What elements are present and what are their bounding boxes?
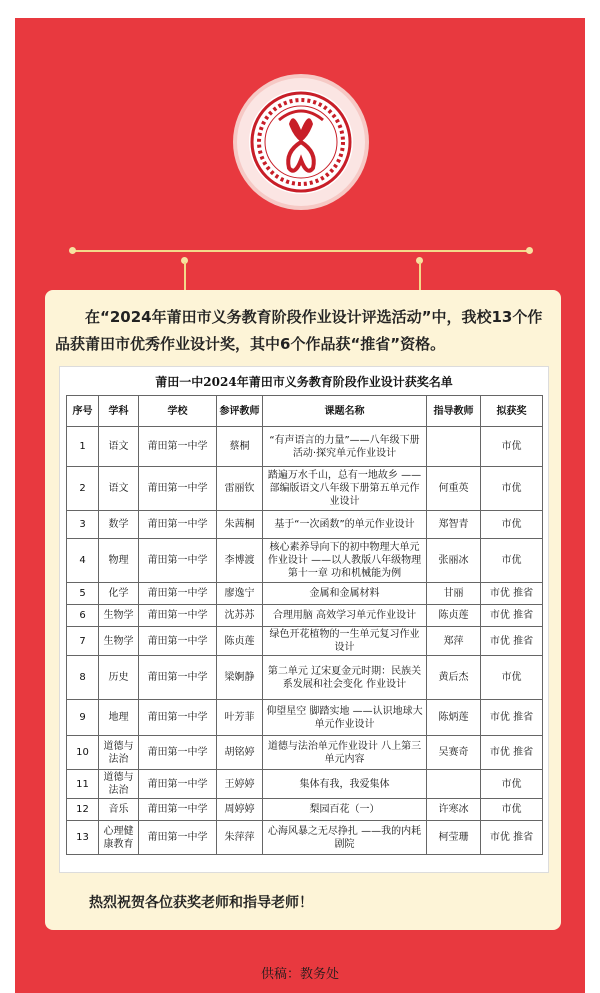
table-row xyxy=(67,427,543,467)
table-cell: 莆田第一中学 xyxy=(139,736,217,770)
table-cell: 绿色开花植物的一生单元复习作业设计 xyxy=(263,627,427,656)
table-cell: 陈炳莲 xyxy=(427,700,481,736)
table-cell: 市优 xyxy=(481,799,543,821)
table-cell: 11 xyxy=(67,770,99,799)
table-cell: 市优 xyxy=(481,511,543,539)
decorative-dot xyxy=(69,247,76,254)
table-cell: 4 xyxy=(67,539,99,583)
intro-paragraph: 在“2024年莆田市义务教育阶段作业设计评选活动”中，我校13个作品获莆田市优秀作业设计奖，其中6个作品获“推省”资格。 xyxy=(55,308,543,353)
table-cell: 吴赛奇 xyxy=(427,736,481,770)
table-cell: 梨园百花（一） xyxy=(263,799,427,821)
table-cell: “有声语言的力量”——八年级下册活动·探究单元作业设计 xyxy=(263,427,427,467)
table-cell: 王婷婷 xyxy=(217,770,263,799)
table-cell: 12 xyxy=(67,799,99,821)
table-cell: 市优 推省 xyxy=(481,605,543,627)
table-cell: 莆田第一中学 xyxy=(139,539,217,583)
table-cell: 朱茜桐 xyxy=(217,511,263,539)
table-cell: 陈贞莲 xyxy=(427,605,481,627)
table-cell: 市优 推省 xyxy=(481,700,543,736)
table-cell: 道德与法治 xyxy=(99,736,139,770)
table-row xyxy=(67,770,543,799)
table-cell: 语文 xyxy=(99,427,139,467)
congratulations-text: 热烈祝贺各位获奖老师和指导老师！ xyxy=(89,895,313,911)
table-cell: 物理 xyxy=(99,539,139,583)
table-cell: 13 xyxy=(67,821,99,855)
table-cell: 莆田第一中学 xyxy=(139,627,217,656)
table-cell: 3 xyxy=(67,511,99,539)
header-cell: 学科 xyxy=(99,396,139,427)
table-cell: 集体有我，我爱集体 xyxy=(263,770,427,799)
table-cell: 莆田第一中学 xyxy=(139,605,217,627)
table-row xyxy=(67,511,543,539)
table-cell: 蔡桐 xyxy=(217,427,263,467)
content-card xyxy=(45,290,561,930)
table-cell: 金属和金属材料 xyxy=(263,583,427,605)
table-row xyxy=(67,821,543,855)
table-cell: 莆田第一中学 xyxy=(139,700,217,736)
award-table xyxy=(66,395,543,855)
table-cell: 市优 推省 xyxy=(481,583,543,605)
table-cell xyxy=(427,427,481,467)
table-cell: 黄后杰 xyxy=(427,656,481,700)
table-cell: 许寒冰 xyxy=(427,799,481,821)
table-row xyxy=(67,700,543,736)
table-cell: 9 xyxy=(67,700,99,736)
table-cell: 心理健康教育 xyxy=(99,821,139,855)
decorative-line xyxy=(73,250,529,252)
table-cell: 5 xyxy=(67,583,99,605)
table-cell: 道德与法治 xyxy=(99,770,139,799)
table-cell: 10 xyxy=(67,736,99,770)
table-cell: 甘丽 xyxy=(427,583,481,605)
table-row xyxy=(67,799,543,821)
table-cell: 地理 xyxy=(99,700,139,736)
footer-credit: 供稿：教务处 xyxy=(260,967,339,982)
table-row xyxy=(67,605,543,627)
decorative-connector xyxy=(184,262,186,290)
header-cell: 拟获奖 xyxy=(481,396,543,427)
decorative-dot xyxy=(526,247,533,254)
table-row xyxy=(67,627,543,656)
table-cell: 莆田第一中学 xyxy=(139,467,217,511)
table-cell: 生物学 xyxy=(99,627,139,656)
table-cell: 基于“一次函数”的单元作业设计 xyxy=(263,511,427,539)
table-cell: 数学 xyxy=(99,511,139,539)
table-cell: 第二单元 辽宋夏金元时期：民族关系发展和社会变化 作业设计 xyxy=(263,656,427,700)
table-cell: 廖逸宁 xyxy=(217,583,263,605)
table-cell: 市优 推省 xyxy=(481,736,543,770)
table-row xyxy=(67,656,543,700)
table-cell: 2 xyxy=(67,467,99,511)
table-cell: 市优 xyxy=(481,656,543,700)
table-cell: 市优 推省 xyxy=(481,627,543,656)
table-header-row xyxy=(67,396,543,427)
logo-ring xyxy=(237,78,365,206)
table-cell: 1 xyxy=(67,427,99,467)
table-row xyxy=(67,736,543,770)
table-cell: 合理用脑 高效学习单元作业设计 xyxy=(263,605,427,627)
table-cell: 化学 xyxy=(99,583,139,605)
table-cell: 雷丽钦 xyxy=(217,467,263,511)
table-cell: 李博渡 xyxy=(217,539,263,583)
table-cell xyxy=(427,770,481,799)
header-cell: 参评教师 xyxy=(217,396,263,427)
table-cell: 踏遍万水千山，总有一地故乡 ——部编版语文八年级下册第五单元作业设计 xyxy=(263,467,427,511)
table-cell: 道德与法治单元作业设计 八上第三单元内容 xyxy=(263,736,427,770)
header-cell: 课题名称 xyxy=(263,396,427,427)
table-cell: 郑萍 xyxy=(427,627,481,656)
table-cell: 张丽冰 xyxy=(427,539,481,583)
decorative-connector xyxy=(419,262,421,290)
table-cell: 6 xyxy=(67,605,99,627)
table-cell: 沈苏苏 xyxy=(217,605,263,627)
table-cell: 莆田第一中学 xyxy=(139,656,217,700)
table-cell: 市优 xyxy=(481,539,543,583)
table-cell: 周婷婷 xyxy=(217,799,263,821)
table-cell: 核心素养导向下的初中物理大单元作业设计 ——以人教版八年级物理第十一章 功和机械能为例 xyxy=(263,539,427,583)
table-cell: 莆田第一中学 xyxy=(139,511,217,539)
table-cell: 市优 xyxy=(481,467,543,511)
table-cell: 莆田第一中学 xyxy=(139,770,217,799)
award-table-container xyxy=(59,366,549,873)
table-cell: 莆田第一中学 xyxy=(139,427,217,467)
table-cell: 梁婀静 xyxy=(217,656,263,700)
poster-background xyxy=(15,18,585,993)
table-cell: 音乐 xyxy=(99,799,139,821)
school-emblem-icon xyxy=(249,90,353,194)
table-title: 莆田一中2024年莆田市义务教育阶段作业设计获奖名单 xyxy=(155,375,453,389)
header-cell: 指导教师 xyxy=(427,396,481,427)
table-cell: 市优 xyxy=(481,427,543,467)
table-cell: 莆田第一中学 xyxy=(139,583,217,605)
table-cell: 朱萍萍 xyxy=(217,821,263,855)
table-cell: 莆田第一中学 xyxy=(139,821,217,855)
table-cell: 郑智青 xyxy=(427,511,481,539)
table-cell: 胡铭婷 xyxy=(217,736,263,770)
table-cell: 市优 推省 xyxy=(481,821,543,855)
table-cell: 历史 xyxy=(99,656,139,700)
table-row xyxy=(67,467,543,511)
table-cell: 柯莹珊 xyxy=(427,821,481,855)
table-cell: 市优 xyxy=(481,770,543,799)
table-cell: 8 xyxy=(67,656,99,700)
table-row xyxy=(67,539,543,583)
table-cell: 仰望星空 脚踏实地 ——认识地球大单元作业设计 xyxy=(263,700,427,736)
table-row xyxy=(67,583,543,605)
table-cell: 莆田第一中学 xyxy=(139,799,217,821)
header-cell: 学校 xyxy=(139,396,217,427)
table-cell: 陈贞莲 xyxy=(217,627,263,656)
header-cell: 序号 xyxy=(67,396,99,427)
table-cell: 心海风暴之无尽挣扎 ——我的内耗剧院 xyxy=(263,821,427,855)
table-cell: 7 xyxy=(67,627,99,656)
table-cell: 叶芳菲 xyxy=(217,700,263,736)
table-cell: 何重英 xyxy=(427,467,481,511)
table-cell: 生物学 xyxy=(99,605,139,627)
table-cell: 语文 xyxy=(99,467,139,511)
